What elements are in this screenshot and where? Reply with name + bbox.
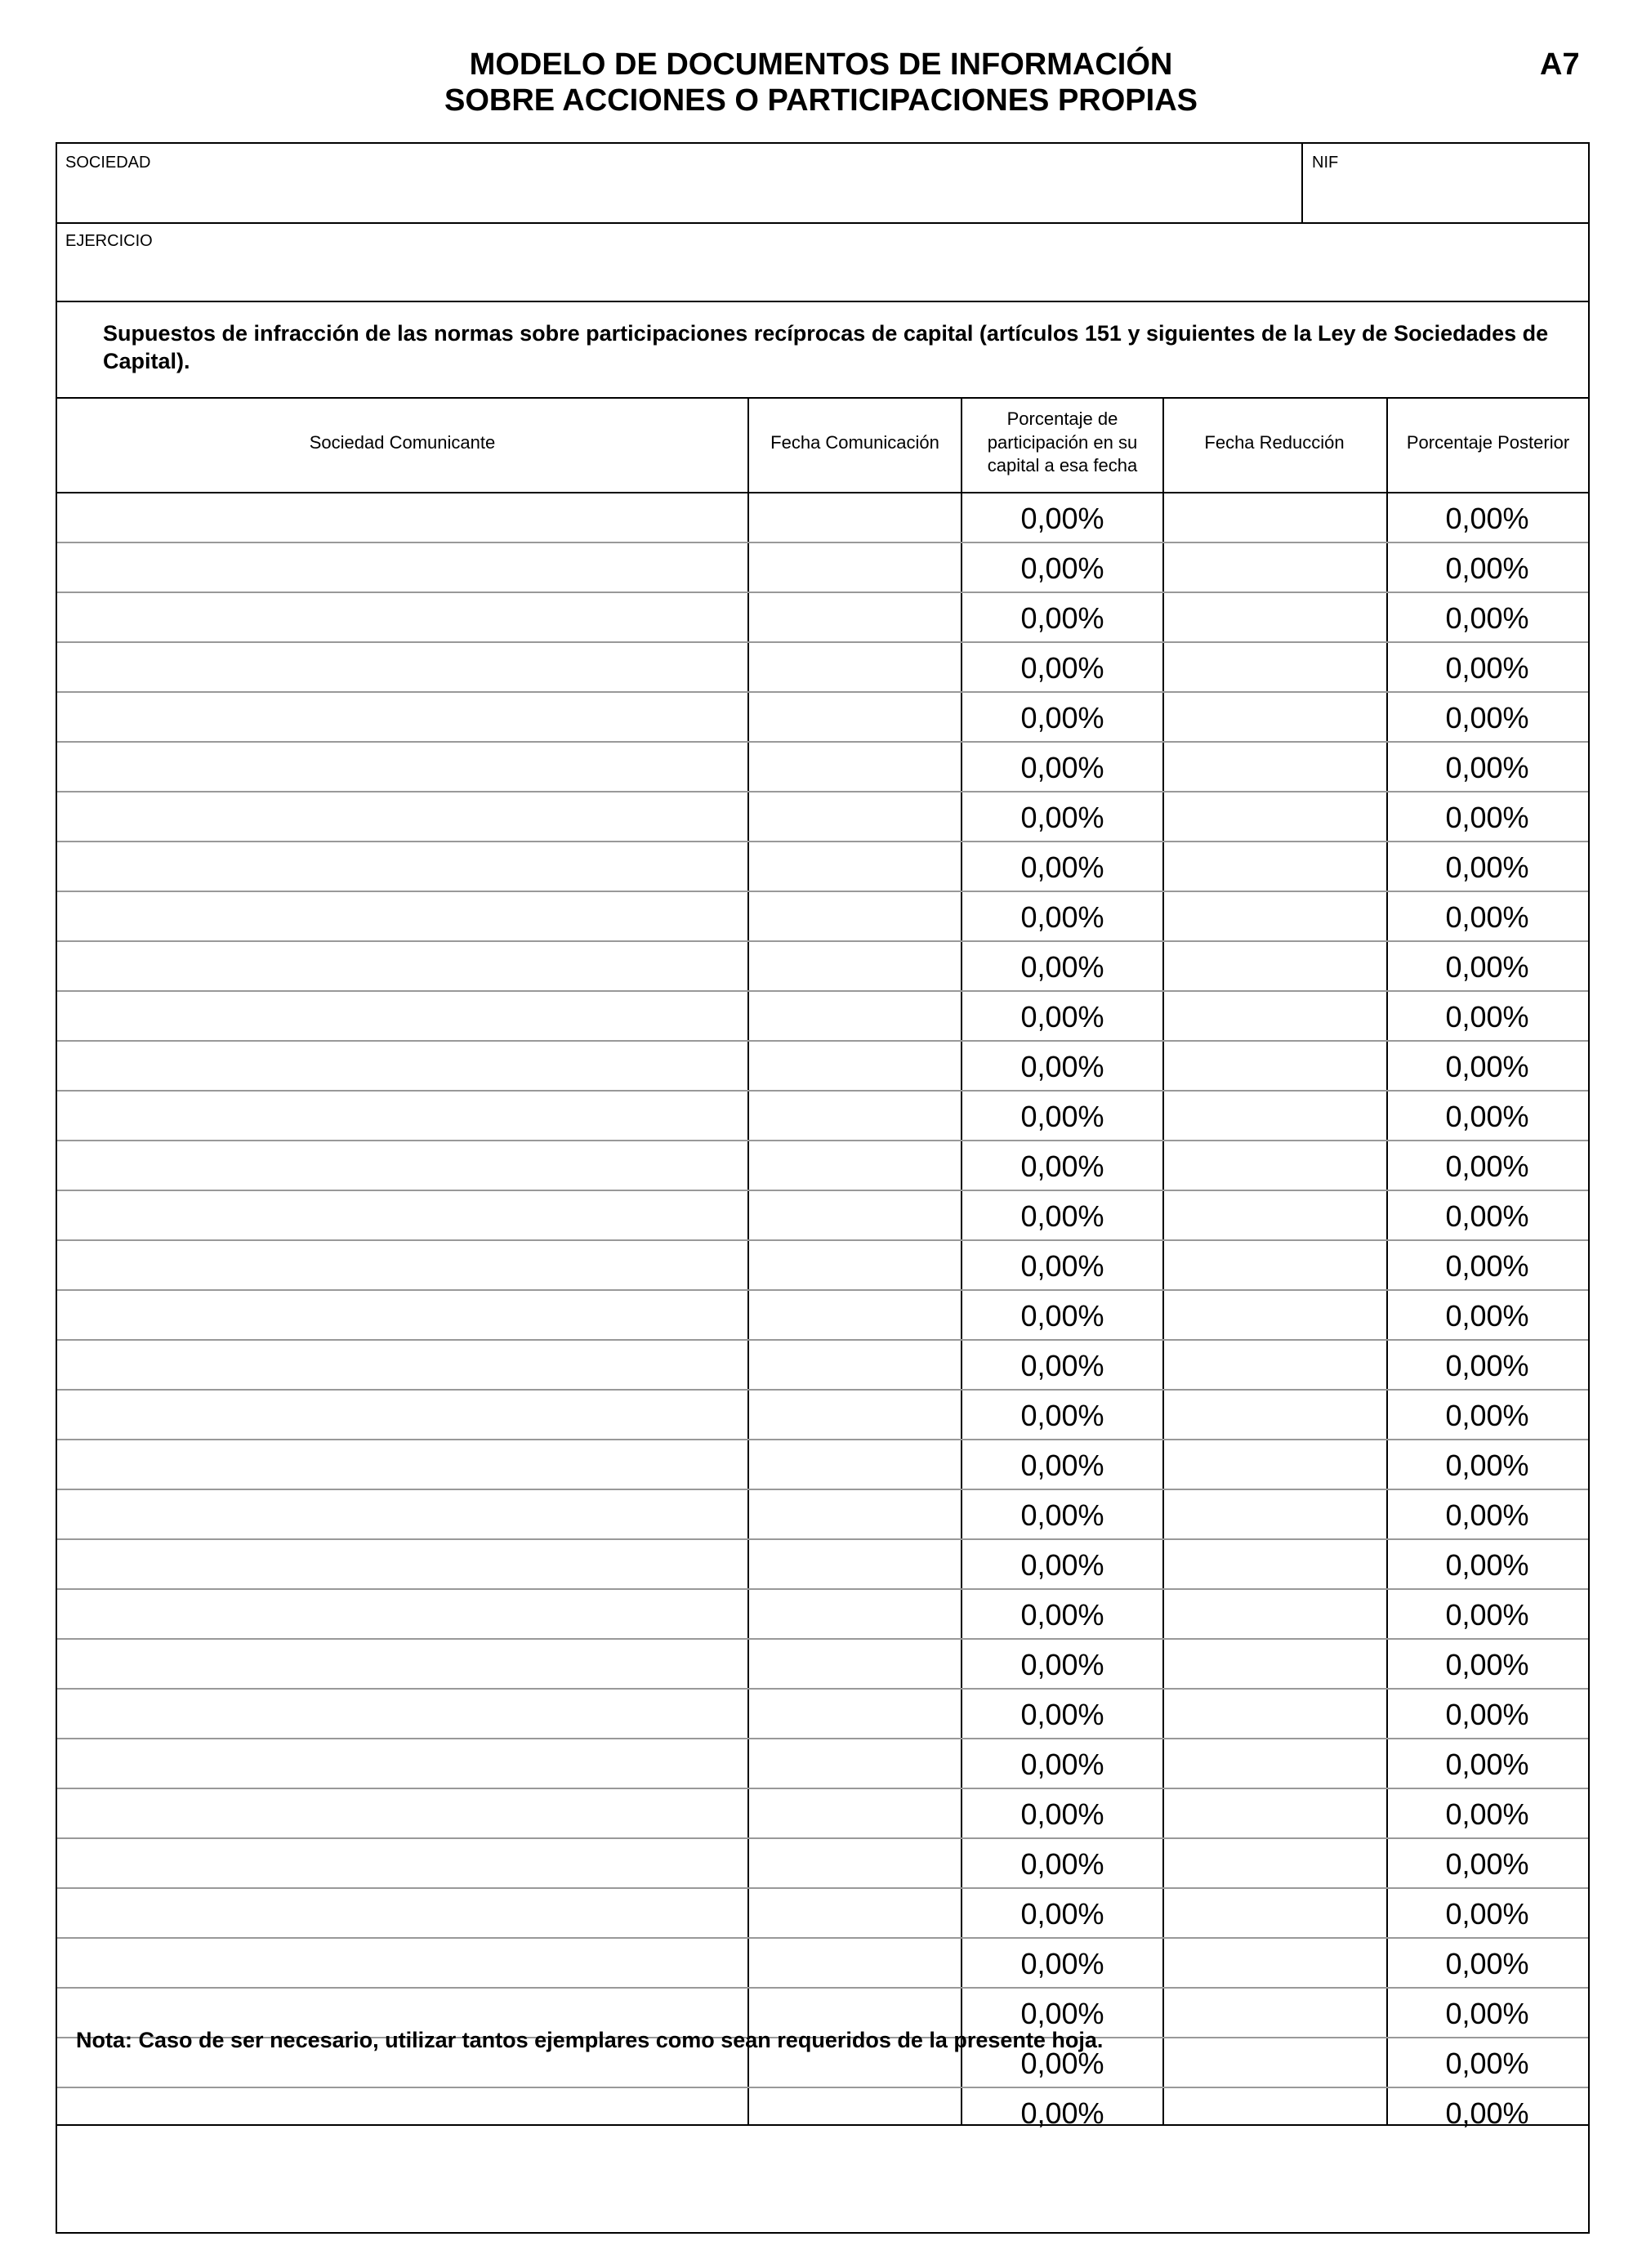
table-body: [57, 493, 1588, 2138]
table-row: [57, 1789, 1588, 1839]
table-row: [57, 942, 1588, 992]
col-header-porcentaje: Porcentaje de participación en su capital a esa fecha: [987, 409, 1138, 476]
porcentaje-posterior-cell: 0,00%: [1445, 1847, 1529, 1881]
col-header-fecha-reduccion: Fecha Reducción: [1204, 431, 1345, 453]
porcentaje-cell: 0,00%: [1020, 1548, 1104, 1582]
porcentaje-cell: 0,00%: [1020, 1050, 1104, 1083]
porcentaje-cell: 0,00%: [1020, 1847, 1104, 1881]
ejercicio-label: EJERCICIO: [65, 232, 153, 250]
table-row: [57, 1739, 1588, 1789]
porcentaje-posterior-cell: 0,00%: [1445, 1349, 1529, 1382]
table-row: [57, 1939, 1588, 1989]
porcentaje-posterior-cell: 0,00%: [1445, 2096, 1529, 2130]
porcentaje-posterior-cell: 0,00%: [1445, 1748, 1529, 1781]
table-row: [57, 593, 1588, 643]
porcentaje-cell: 0,00%: [1020, 950, 1104, 984]
porcentaje-cell: 0,00%: [1020, 1947, 1104, 1980]
table-row: [57, 1590, 1588, 1640]
porcentaje-posterior-cell: 0,00%: [1445, 1150, 1529, 1183]
porcentaje-posterior-cell: 0,00%: [1445, 801, 1529, 834]
porcentaje-cell: 0,00%: [1020, 1449, 1104, 1482]
divider-table-bottom: [57, 2124, 1588, 2126]
form-code: A7: [1540, 47, 1580, 82]
table-row: [57, 743, 1588, 792]
porcentaje-posterior-cell: 0,00%: [1445, 1000, 1529, 1034]
porcentaje-cell: 0,00%: [1020, 1997, 1104, 2030]
form-title-line-1: MODELO DE DOCUMENTOS DE INFORMACIÓN: [469, 47, 1173, 82]
porcentaje-posterior-cell: 0,00%: [1445, 1498, 1529, 1532]
porcentaje-cell: 0,00%: [1020, 850, 1104, 884]
porcentaje-cell: 0,00%: [1020, 651, 1104, 685]
table-row: [57, 792, 1588, 842]
table-row: [57, 1490, 1588, 1540]
porcentaje-cell: 0,00%: [1020, 1100, 1104, 1133]
porcentaje-posterior-cell: 0,00%: [1445, 1598, 1529, 1632]
porcentaje-cell: 0,00%: [1020, 551, 1104, 585]
porcentaje-cell: 0,00%: [1020, 1648, 1104, 1681]
porcentaje-cell: 0,00%: [1020, 1498, 1104, 1532]
porcentaje-posterior-cell: 0,00%: [1445, 950, 1529, 984]
porcentaje-posterior-cell: 0,00%: [1445, 551, 1529, 585]
porcentaje-cell: 0,00%: [1020, 900, 1104, 934]
table-row: [57, 643, 1588, 693]
table-row: [57, 1391, 1588, 1440]
porcentaje-posterior-cell: 0,00%: [1445, 502, 1529, 535]
porcentaje-cell: 0,00%: [1020, 502, 1104, 535]
table-row: [57, 1640, 1588, 1690]
table-row: [57, 842, 1588, 892]
table-row: [57, 1092, 1588, 1141]
porcentaje-cell: 0,00%: [1020, 2096, 1104, 2130]
porcentaje-cell: 0,00%: [1020, 601, 1104, 635]
porcentaje-posterior-cell: 0,00%: [1445, 1399, 1529, 1432]
table-row: [57, 1690, 1588, 1739]
table-row: [57, 992, 1588, 1042]
porcentaje-cell: 0,00%: [1020, 1000, 1104, 1034]
table-row: [57, 493, 1588, 543]
porcentaje-posterior-cell: 0,00%: [1445, 1299, 1529, 1333]
porcentaje-posterior-cell: 0,00%: [1445, 1449, 1529, 1482]
divider-sociedad: [57, 222, 1588, 224]
porcentaje-cell: 0,00%: [1020, 1399, 1104, 1432]
col-header-porcentaje-posterior: Porcentaje Posterior: [1406, 431, 1570, 453]
porcentaje-cell: 0,00%: [1020, 2047, 1104, 2080]
porcentaje-posterior-cell: 0,00%: [1445, 1947, 1529, 1980]
porcentaje-posterior-cell: 0,00%: [1445, 651, 1529, 685]
porcentaje-posterior-cell: 0,00%: [1445, 1199, 1529, 1233]
porcentaje-cell: 0,00%: [1020, 1299, 1104, 1333]
sociedad-label: SOCIEDAD: [65, 154, 151, 172]
porcentaje-posterior-cell: 0,00%: [1445, 1548, 1529, 1582]
porcentaje-posterior-cell: 0,00%: [1445, 1797, 1529, 1831]
porcentaje-posterior-cell: 0,00%: [1445, 1249, 1529, 1283]
porcentaje-posterior-cell: 0,00%: [1445, 1050, 1529, 1083]
porcentaje-posterior-cell: 0,00%: [1445, 2047, 1529, 2080]
table-row: [57, 1241, 1588, 1291]
col-header-fecha-comunicacion: Fecha Comunicación: [770, 431, 939, 453]
porcentaje-cell: 0,00%: [1020, 801, 1104, 834]
porcentaje-cell: 0,00%: [1020, 1249, 1104, 1283]
table-row: [57, 1191, 1588, 1241]
col-header-sociedad: Sociedad Comunicante: [309, 431, 496, 453]
table-row: [57, 1291, 1588, 1341]
porcentaje-posterior-cell: 0,00%: [1445, 701, 1529, 734]
table-row: [57, 2088, 1588, 2138]
porcentaje-cell: 0,00%: [1020, 1598, 1104, 1632]
note-text: Nota: Caso de ser necesario, utilizar tantos ejemplares como sean requeridos de la presente hoja.: [76, 2028, 1104, 2052]
porcentaje-posterior-cell: 0,00%: [1445, 850, 1529, 884]
porcentaje-cell: 0,00%: [1020, 1150, 1104, 1183]
nif-divider: [1301, 144, 1303, 222]
porcentaje-cell: 0,00%: [1020, 751, 1104, 784]
porcentaje-cell: 0,00%: [1020, 1897, 1104, 1931]
porcentaje-cell: 0,00%: [1020, 1797, 1104, 1831]
form-title-line-2: SOBRE ACCIONES O PARTICIPACIONES PROPIAS: [444, 83, 1198, 118]
porcentaje-posterior-cell: 0,00%: [1445, 1648, 1529, 1681]
table-row: [57, 1341, 1588, 1391]
porcentaje-cell: 0,00%: [1020, 701, 1104, 734]
form-frame: [56, 142, 1590, 2234]
porcentaje-cell: 0,00%: [1020, 1349, 1104, 1382]
porcentaje-posterior-cell: 0,00%: [1445, 1698, 1529, 1731]
table-row: [57, 1540, 1588, 1590]
porcentaje-posterior-cell: 0,00%: [1445, 1997, 1529, 2030]
table-row: [57, 543, 1588, 593]
table-row: [57, 1141, 1588, 1191]
table-row: [57, 1839, 1588, 1889]
porcentaje-posterior-cell: 0,00%: [1445, 1897, 1529, 1931]
nif-label: NIF: [1312, 154, 1339, 172]
porcentaje-cell: 0,00%: [1020, 1748, 1104, 1781]
porcentaje-posterior-cell: 0,00%: [1445, 1100, 1529, 1133]
table-row: [57, 693, 1588, 743]
table-row: [57, 1042, 1588, 1092]
porcentaje-posterior-cell: 0,00%: [1445, 900, 1529, 934]
table-row: [57, 1440, 1588, 1490]
table-row: [57, 892, 1588, 942]
porcentaje-posterior-cell: 0,00%: [1445, 751, 1529, 784]
porcentaje-posterior-cell: 0,00%: [1445, 601, 1529, 635]
section-heading: Supuestos de infracción de las normas sobre participaciones recíprocas de capital (artículos 151 y siguientes de la Ley de Sociedades de Capital).: [103, 321, 1549, 373]
divider-ejercicio: [57, 301, 1588, 302]
table-row: [57, 1889, 1588, 1939]
porcentaje-cell: 0,00%: [1020, 1199, 1104, 1233]
porcentaje-cell: 0,00%: [1020, 1698, 1104, 1731]
form-title: [0, 47, 1642, 118]
